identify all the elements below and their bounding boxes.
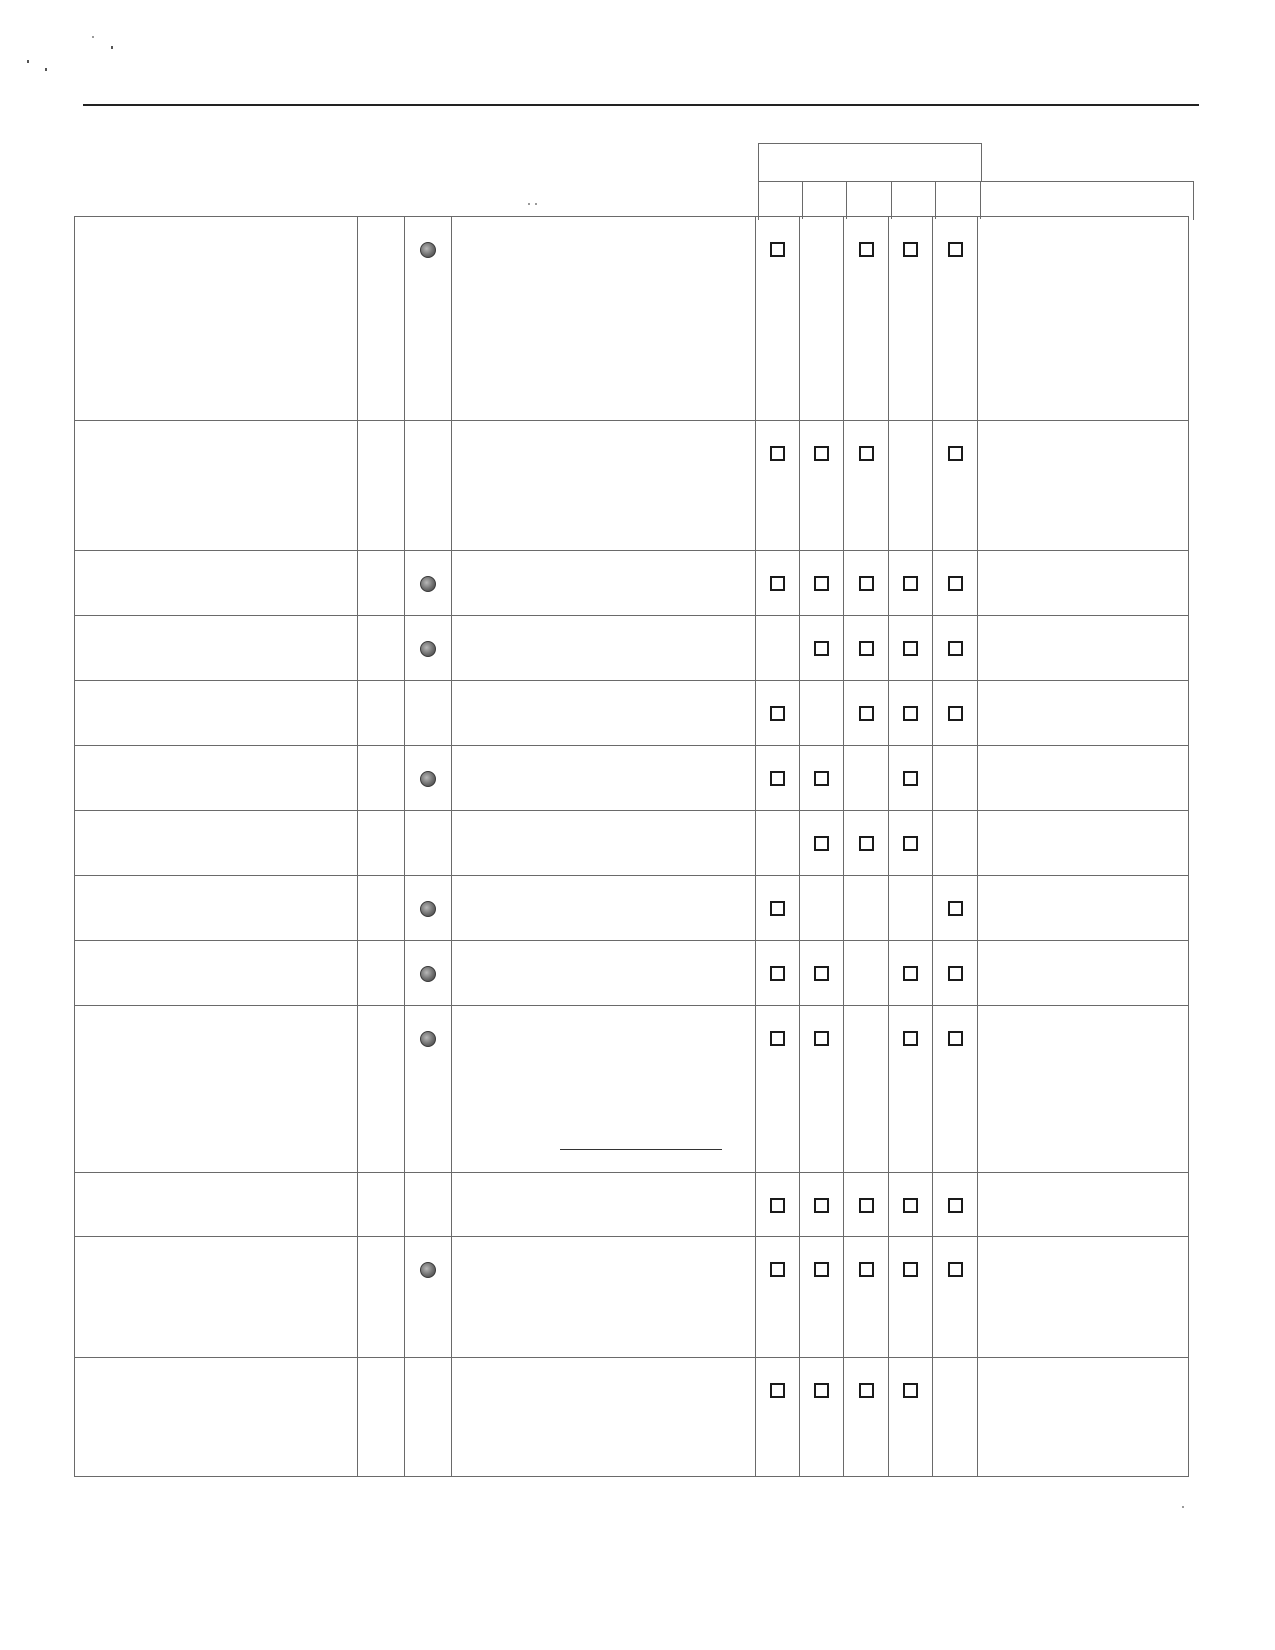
scan-speck [111, 46, 113, 49]
indicator-cell [405, 421, 452, 551]
checkbox[interactable] [903, 242, 918, 257]
checkbox[interactable] [948, 1262, 963, 1277]
checkbox-cell[interactable] [933, 1237, 978, 1358]
indicator-cell [405, 1237, 452, 1358]
checkbox-cell [800, 681, 844, 746]
comments-cell [978, 1173, 1189, 1237]
form-row [75, 1173, 1189, 1237]
column-header-divider [846, 181, 847, 219]
code-cell [358, 876, 405, 941]
column-header-divider [891, 181, 892, 219]
checkbox-cell[interactable] [889, 681, 933, 746]
checkbox[interactable] [859, 576, 874, 591]
checkbox[interactable] [948, 706, 963, 721]
notes-cell [452, 551, 756, 616]
checkbox-cell[interactable] [933, 941, 978, 1006]
notes-cell [452, 746, 756, 811]
checkbox-cell[interactable] [933, 876, 978, 941]
checkbox-cell [800, 876, 844, 941]
indicator-cell [405, 1358, 452, 1477]
description-cell [75, 1006, 358, 1173]
code-cell [358, 811, 405, 876]
checkbox[interactable] [903, 966, 918, 981]
description-cell [75, 1173, 358, 1237]
code-cell [358, 1358, 405, 1477]
checkbox-cell [933, 746, 978, 811]
checkbox-cell [933, 811, 978, 876]
checkbox-cell[interactable] [756, 421, 800, 551]
code-cell [358, 941, 405, 1006]
form-row [75, 551, 1189, 616]
checkbox[interactable] [948, 641, 963, 656]
checkbox-cell [844, 876, 889, 941]
indicator-cell [405, 941, 452, 1006]
description-cell [75, 746, 358, 811]
form-row [75, 941, 1189, 1006]
notes-cell [452, 681, 756, 746]
code-cell [358, 551, 405, 616]
column-group-header [758, 143, 982, 182]
checkbox-cell[interactable] [844, 681, 889, 746]
checkbox-cell[interactable] [844, 616, 889, 681]
description-cell [75, 616, 358, 681]
checkbox-cell[interactable] [933, 616, 978, 681]
checkbox[interactable] [948, 1031, 963, 1046]
description-cell [75, 1358, 358, 1477]
column-header-divider [935, 181, 936, 219]
checkbox-cell[interactable] [844, 421, 889, 551]
notes-cell [452, 421, 756, 551]
checkbox[interactable] [770, 706, 785, 721]
checkbox[interactable] [903, 576, 918, 591]
form-row [75, 681, 1189, 746]
checkbox[interactable] [770, 1031, 785, 1046]
notes-cell [452, 876, 756, 941]
checkbox[interactable] [814, 576, 829, 591]
checkbox[interactable] [770, 966, 785, 981]
checkbox-cell[interactable] [756, 681, 800, 746]
checkbox-cell[interactable] [756, 876, 800, 941]
checkbox[interactable] [903, 1383, 918, 1398]
checkbox[interactable] [903, 1031, 918, 1046]
scan-speck [528, 203, 530, 205]
checkbox-cell [933, 1358, 978, 1477]
checkbox-cell[interactable] [933, 551, 978, 616]
checkbox[interactable] [770, 771, 785, 786]
checkbox-cell[interactable] [756, 1358, 800, 1477]
checkbox[interactable] [770, 1198, 785, 1213]
checkbox-cell[interactable] [800, 746, 844, 811]
checkbox[interactable] [903, 1262, 918, 1277]
checkbox[interactable] [948, 966, 963, 981]
indicator-cell [405, 1006, 452, 1173]
checkbox[interactable] [814, 1262, 829, 1277]
checkbox[interactable] [903, 706, 918, 721]
form-grid-table [74, 216, 1189, 1477]
filled-bullet-icon [420, 1262, 436, 1278]
checkbox-cell[interactable] [800, 941, 844, 1006]
checkbox-cell [889, 421, 933, 551]
checkbox-cell[interactable] [756, 1006, 800, 1173]
comments-cell [978, 1237, 1189, 1358]
checkbox-cell [756, 616, 800, 681]
checkbox[interactable] [770, 1383, 785, 1398]
form-row [75, 421, 1189, 551]
code-cell [358, 421, 405, 551]
checkbox[interactable] [814, 1031, 829, 1046]
checkbox-cell[interactable] [889, 616, 933, 681]
filled-bullet-icon [420, 901, 436, 917]
checkbox[interactable] [903, 771, 918, 786]
checkbox[interactable] [814, 641, 829, 656]
checkbox[interactable] [814, 1383, 829, 1398]
indicator-cell [405, 746, 452, 811]
checkbox-cell[interactable] [756, 941, 800, 1006]
comments-cell [978, 746, 1189, 811]
scan-speck [1182, 1506, 1184, 1508]
description-cell [75, 551, 358, 616]
checkbox[interactable] [814, 1198, 829, 1213]
checkbox[interactable] [814, 446, 829, 461]
checkbox-cell[interactable] [800, 1173, 844, 1237]
indicator-cell [405, 876, 452, 941]
checkbox-cell[interactable] [889, 941, 933, 1006]
checkbox[interactable] [859, 641, 874, 656]
checkbox-cell[interactable] [933, 421, 978, 551]
checkbox-cell [756, 811, 800, 876]
form-row [75, 811, 1189, 876]
checkbox-cell[interactable] [889, 1358, 933, 1477]
checkbox-cell[interactable] [800, 1006, 844, 1173]
checkbox-cell[interactable] [800, 1237, 844, 1358]
checkbox[interactable] [903, 641, 918, 656]
checkbox[interactable] [770, 901, 785, 916]
checkbox[interactable] [948, 242, 963, 257]
form-row [75, 616, 1189, 681]
code-cell [358, 746, 405, 811]
form-row [75, 746, 1189, 811]
checkbox[interactable] [814, 966, 829, 981]
comments-cell [978, 421, 1189, 551]
checkbox-cell[interactable] [933, 681, 978, 746]
form-row [75, 1358, 1189, 1477]
code-cell [358, 616, 405, 681]
checkbox[interactable] [770, 1262, 785, 1277]
checkbox[interactable] [770, 446, 785, 461]
checkbox[interactable] [859, 242, 874, 257]
checkbox-cell[interactable] [756, 217, 800, 421]
indicator-cell [405, 811, 452, 876]
checkbox[interactable] [859, 1262, 874, 1277]
indicator-cell [405, 616, 452, 681]
checkbox-cell [844, 746, 889, 811]
checkbox-cell[interactable] [844, 811, 889, 876]
checkbox-cell[interactable] [800, 551, 844, 616]
comments-cell [978, 876, 1189, 941]
checkbox-cell[interactable] [756, 551, 800, 616]
indicator-cell [405, 551, 452, 616]
checkbox-cell[interactable] [844, 1173, 889, 1237]
signature-line [560, 1149, 722, 1150]
description-cell [75, 217, 358, 421]
checkbox-cell[interactable] [933, 1173, 978, 1237]
checkbox-cell [844, 1006, 889, 1173]
column-header-strip [758, 181, 1194, 220]
indicator-cell [405, 217, 452, 421]
checkbox-cell[interactable] [933, 217, 978, 421]
checkbox-cell[interactable] [889, 1006, 933, 1173]
scan-speck [535, 203, 537, 205]
checkbox[interactable] [903, 1198, 918, 1213]
form-row [75, 1006, 1189, 1173]
checkbox[interactable] [903, 836, 918, 851]
filled-bullet-icon [420, 576, 436, 592]
form-row [75, 876, 1189, 941]
notes-cell [452, 1173, 756, 1237]
checkbox[interactable] [770, 242, 785, 257]
filled-bullet-icon [420, 641, 436, 657]
comments-cell [978, 1006, 1189, 1173]
checkbox[interactable] [814, 836, 829, 851]
description-cell [75, 811, 358, 876]
checkbox-cell[interactable] [844, 1358, 889, 1477]
code-cell [358, 1173, 405, 1237]
checkbox-cell[interactable] [756, 1237, 800, 1358]
scan-speck [45, 68, 47, 71]
comments-cell [978, 217, 1189, 421]
checkbox-cell[interactable] [889, 811, 933, 876]
comments-cell [978, 941, 1189, 1006]
checkbox-cell[interactable] [933, 1006, 978, 1173]
indicator-cell [405, 681, 452, 746]
checkbox-cell[interactable] [844, 551, 889, 616]
notes-cell [452, 1358, 756, 1477]
checkbox-cell [800, 217, 844, 421]
checkbox[interactable] [859, 1198, 874, 1213]
checkbox[interactable] [948, 446, 963, 461]
checkbox[interactable] [814, 771, 829, 786]
comments-cell [978, 811, 1189, 876]
description-cell [75, 941, 358, 1006]
checkbox-cell[interactable] [889, 551, 933, 616]
form-row [75, 217, 1189, 421]
checkbox-cell[interactable] [756, 1173, 800, 1237]
checkbox[interactable] [859, 706, 874, 721]
filled-bullet-icon [420, 242, 436, 258]
notes-cell [452, 1006, 756, 1173]
checkbox[interactable] [859, 836, 874, 851]
comments-cell [978, 1358, 1189, 1477]
comments-cell [978, 551, 1189, 616]
code-cell [358, 681, 405, 746]
checkbox-cell[interactable] [889, 217, 933, 421]
scan-speck [27, 60, 29, 63]
indicator-cell [405, 1173, 452, 1237]
code-cell [358, 217, 405, 421]
column-header-divider [980, 181, 981, 219]
checkbox-cell [844, 941, 889, 1006]
description-cell [75, 681, 358, 746]
top-horizontal-rule [83, 104, 1199, 106]
checkbox-cell[interactable] [889, 1173, 933, 1237]
form-row [75, 1237, 1189, 1358]
notes-cell [452, 1237, 756, 1358]
description-cell [75, 876, 358, 941]
notes-cell [452, 941, 756, 1006]
description-cell [75, 421, 358, 551]
column-header-divider [802, 181, 803, 219]
description-cell [75, 1237, 358, 1358]
checkbox[interactable] [948, 901, 963, 916]
checkbox-cell[interactable] [800, 616, 844, 681]
comments-cell [978, 616, 1189, 681]
notes-cell [452, 616, 756, 681]
checkbox[interactable] [859, 446, 874, 461]
checkbox-cell [889, 876, 933, 941]
checkbox-cell[interactable] [844, 217, 889, 421]
filled-bullet-icon [420, 771, 436, 787]
filled-bullet-icon [420, 966, 436, 982]
checkbox[interactable] [770, 576, 785, 591]
checkbox-cell[interactable] [844, 1237, 889, 1358]
checkbox-cell[interactable] [800, 811, 844, 876]
checkbox-cell[interactable] [756, 746, 800, 811]
code-cell [358, 1006, 405, 1173]
notes-cell [452, 811, 756, 876]
checkbox-cell[interactable] [800, 421, 844, 551]
checkbox[interactable] [948, 1198, 963, 1213]
comments-cell [978, 681, 1189, 746]
checkbox-cell[interactable] [800, 1358, 844, 1477]
checkbox-cell[interactable] [889, 746, 933, 811]
scan-speck [92, 36, 94, 38]
code-cell [358, 1237, 405, 1358]
checkbox[interactable] [948, 576, 963, 591]
filled-bullet-icon [420, 1031, 436, 1047]
notes-cell [452, 217, 756, 421]
checkbox[interactable] [859, 1383, 874, 1398]
checkbox-cell[interactable] [889, 1237, 933, 1358]
